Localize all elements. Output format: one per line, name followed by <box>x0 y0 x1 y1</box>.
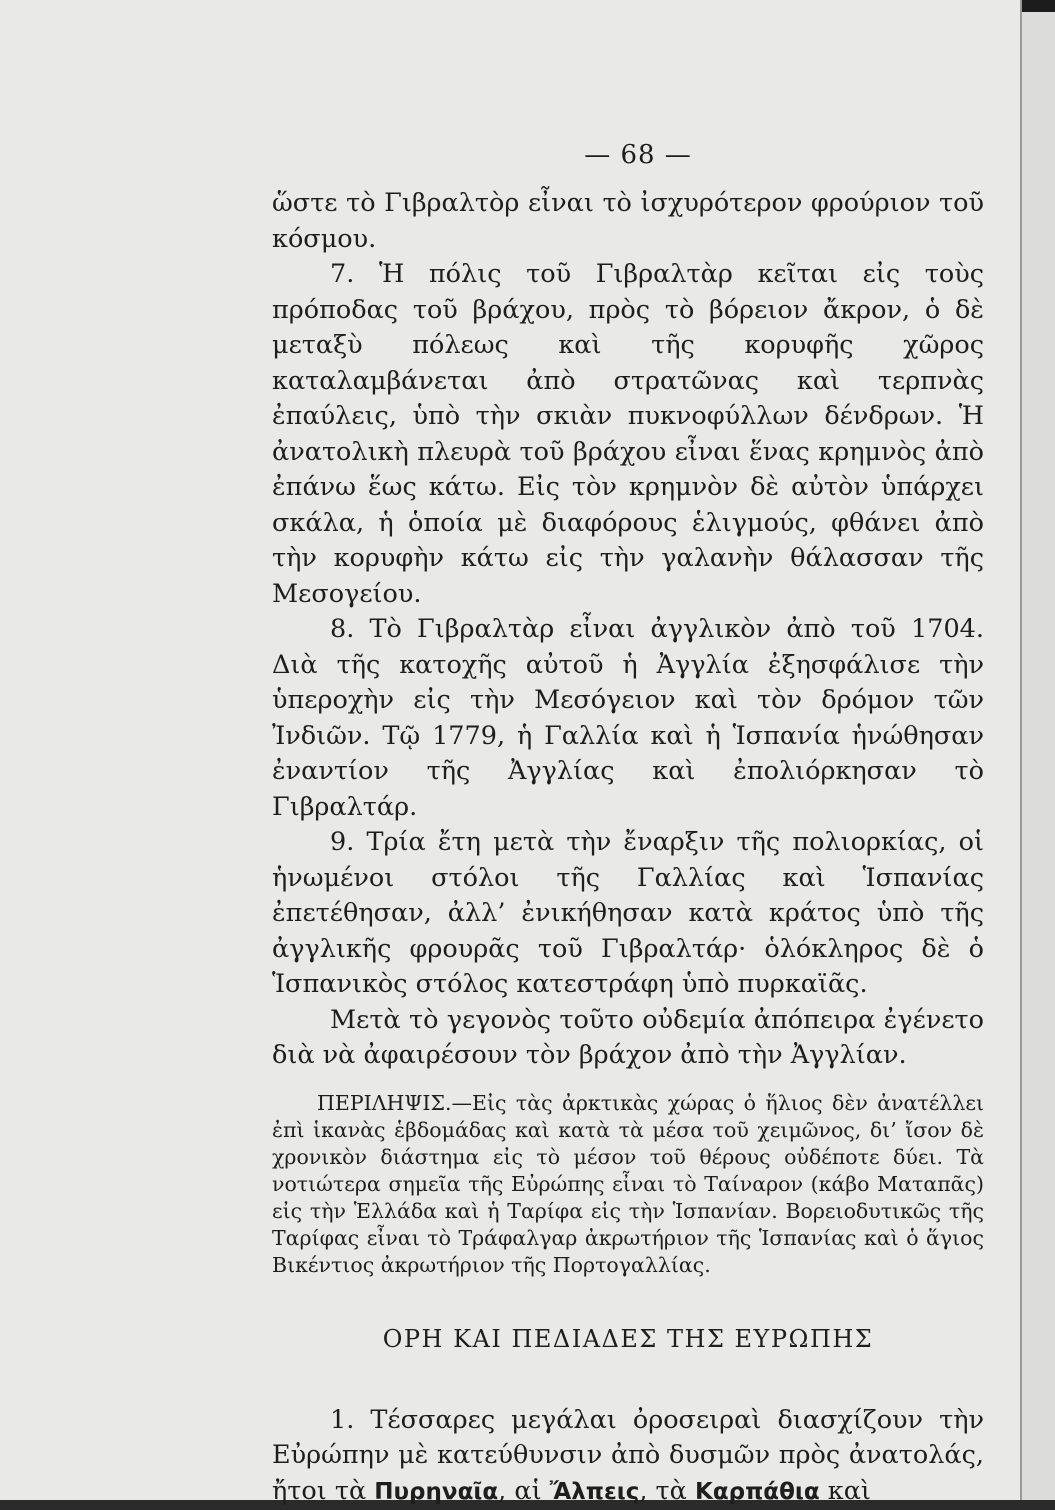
text-segment: , τὰ <box>639 1476 695 1506</box>
paragraph-continuation: ὥστε τὸ Γιβραλτὸρ εἶναι τὸ ἰσχυρότερον φρούριον τοῦ κόσμου. <box>272 186 984 257</box>
bold-term: Ἄλπεις <box>550 1479 640 1505</box>
adjacent-page-edge <box>1022 0 1055 1500</box>
paragraph-9: 9. Τρία ἔτη μετὰ τὴν ἔναρξιν τῆς πολιορκίας, οἱ ἡνωμένοι στόλοι τῆς Γαλλίας καὶ Ἱσπανίας ἐπετέθησαν, ἀλλ’ ἐνικήθησαν κατὰ κράτος ὑπὸ τῆς ἀγγλικῆς φρουρᾶς τοῦ Γιβραλτάρ· ὁλόκληρος δὲ ὁ Ἱσπανικὸς στόλος κατεστράφη ὑπὸ πυρκαϊᾶς. <box>272 825 984 1003</box>
paragraph-1 <box>272 1403 984 1510</box>
bold-term: Πυρηναῖα <box>374 1479 498 1505</box>
text-segment: καὶ <box>820 1476 871 1506</box>
section-title: ΟΡΗ ΚΑΙ ΠΕΔΙΑΔΕΣ ΤΗΣ ΕΥΡΩΠΗΣ <box>272 1325 984 1353</box>
page-number: — 68 — <box>292 140 984 170</box>
text-segment: 1. Τέσσαρες μεγάλαι ὀροσειραὶ διασχίζουν τὴν Εὐρώπην μὲ κατεύθυνσιν ἀπὸ δυσμῶν πρὸς ἀνατολάς, ἤτοι τὰ <box>272 1405 984 1506</box>
paragraph-7: 7. Ἡ πόλις τοῦ Γιβραλτὰρ κεῖται εἰς τοὺς πρόποδας τοῦ βράχου, πρὸς τὸ βόρειον ἄκρον, ὁ δὲ μεταξὺ πόλεως καὶ τῆς κορυφῆς χῶρος καταλαμβάνεται ἀπὸ στρατῶνας καὶ τερπνὰς ἐπαύλεις, ὑπὸ τὴν σκιὰν πυκνοφύλλων δένδρων. Ἡ ἀνατολικὴ πλευρὰ τοῦ βράχου εἶναι ἕνας κρημνὸς ἀπὸ ἐπάνω ἕως κάτω. Εἰς τὸν κρημνὸν δὲ αὐτὸν ὑπάρχει σκάλα, ἡ ὁποία μὲ διαφόρους ἑλιγμούς, φθάνει ἀπὸ τὴν κορυφὴν κάτω εἰς τὴν γαλανὴν θάλασσαν τῆς Μεσογείου. <box>272 257 984 612</box>
page-content <box>272 140 984 1510</box>
summary: ΠΕΡΙΛΗΨΙΣ.—Εἰς τὰς ἀρκτικὰς χώρας ὁ ἥλιος δὲν ἀνατέλλει ἐπὶ ἱκανὰς ἑβδομάδας καὶ κατὰ τὰ μέσα τοῦ χειμῶνος, δι’ ἴσον δὲ χρονικὸν διάστημα εἰς τὸ μέσον τοῦ θέρους οὐδέποτε δύει. Τὰ νοτιώτερα σημεῖα τῆς Εὐρώπης εἶναι τὸ Ταίναρον (κάβο Ματαπᾶς) εἰς τὴν Ἑλλάδα καὶ ἡ Ταρίφα εἰς τὴν Ἱσπανίαν. Βορειοδυτικῶς τῆς Ταρίφας εἶναι τὸ Τράφαλγαρ ἀκρωτήριον τῆς Ἱσπανίας καὶ ὁ ἅγιος Βικέντιος ἀκρωτήριον τῆς Πορτογαλλίας. <box>272 1090 984 1279</box>
bold-term: Καρπάθια <box>695 1479 820 1505</box>
dark-corner <box>1022 0 1055 12</box>
text-segment: , αἱ <box>498 1476 550 1506</box>
paragraph-8: 8. Τὸ Γιβραλτὰρ εἶναι ἀγγλικὸν ἀπὸ τοῦ 1704. Διὰ τῆς κατοχῆς αὐτοῦ ἡ Ἀγγλία ἐξησφάλισε τὴν ὑπεροχὴν εἰς τὴν Μεσόγειον καὶ τὸν δρόμον τῶν Ἰνδιῶν. Τῷ 1779, ἡ Γαλλία καὶ ἡ Ἱσπανία ἡνώθησαν ἐναντίον τῆς Ἀγγλίας καὶ ἐπολιόρκησαν τὸ Γιβραλτάρ. <box>272 612 984 825</box>
paragraph-conclusion: Μετὰ τὸ γεγονὸς τοῦτο οὐδεμία ἀπόπειρα ἐγένετο διὰ νὰ ἀφαιρέσουν τὸν βράχον ἀπὸ τὴν Ἀγγλίαν. <box>272 1003 984 1074</box>
